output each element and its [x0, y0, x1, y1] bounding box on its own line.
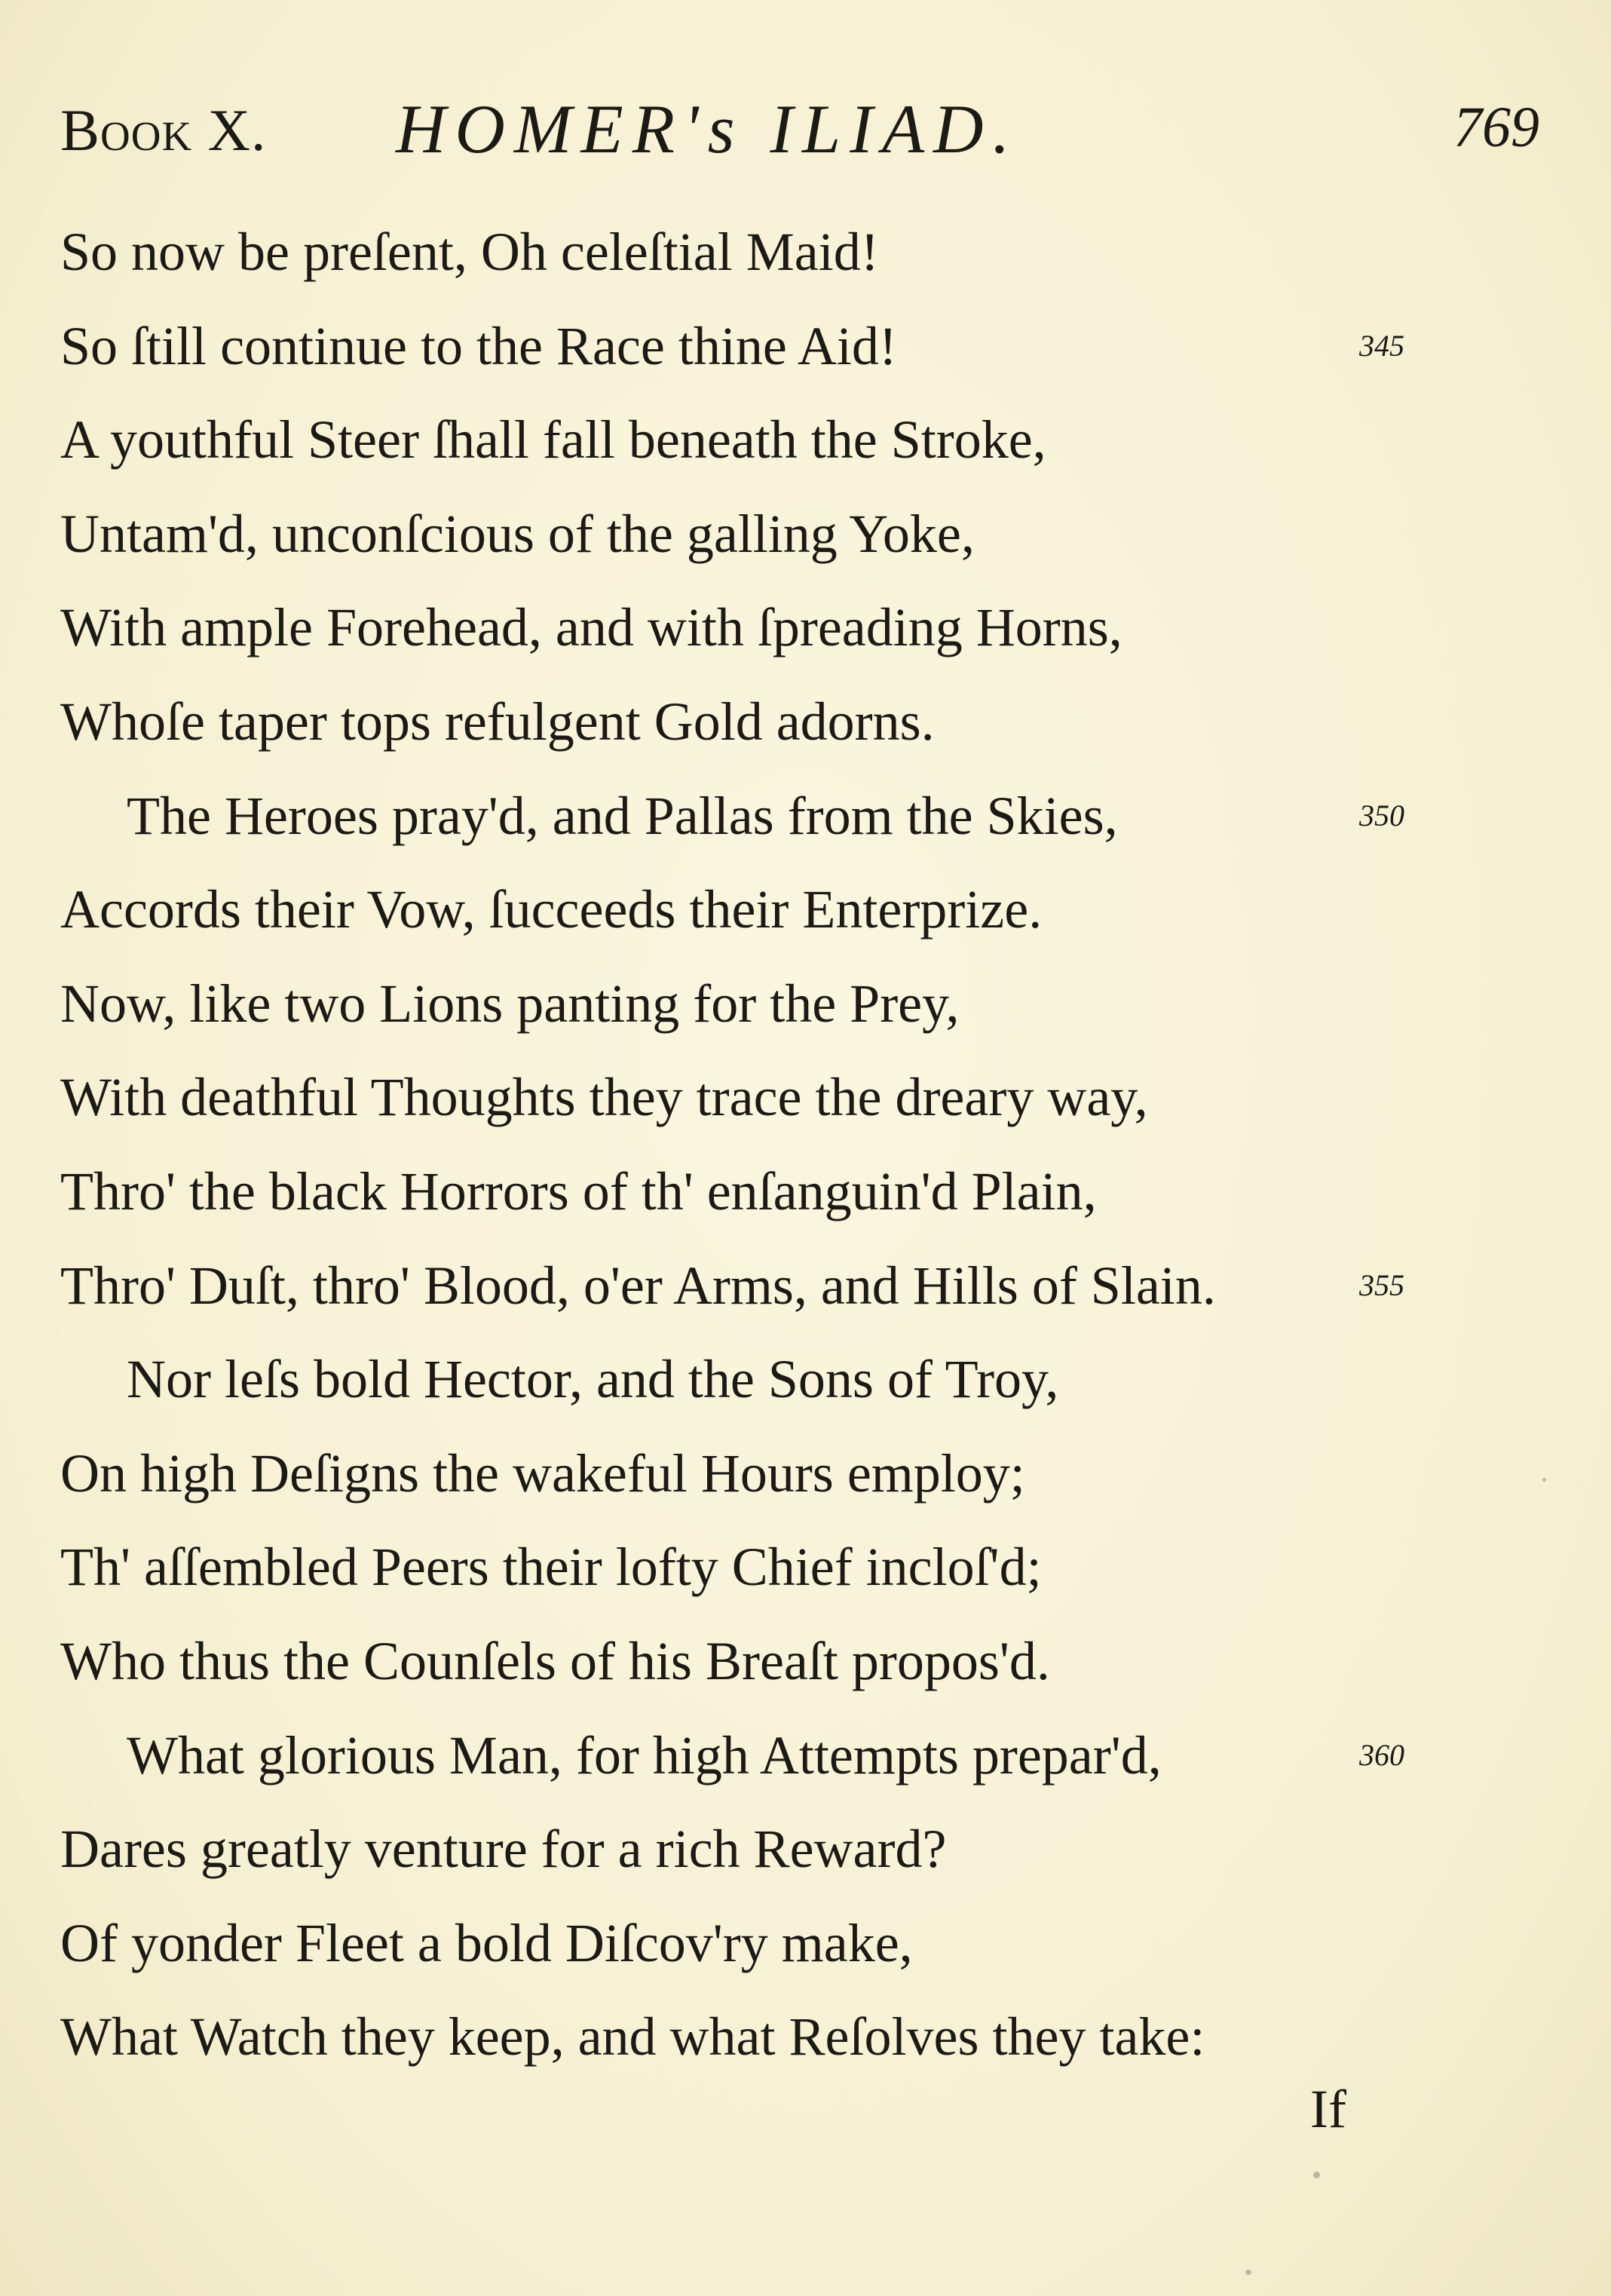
verse-line	[0, 675, 1611, 769]
verse-line-text: Th' aſſembled Peers their lofty Chief incloſ'd;	[60, 1537, 1042, 1598]
verse-line	[0, 1050, 1611, 1145]
book-label: Book X.	[60, 97, 267, 163]
paper-speck	[1313, 2172, 1320, 2178]
verse-line	[0, 1614, 1611, 1709]
verse-line	[0, 487, 1611, 581]
verse-line-text: On high Deſigns the wakeful Hours employ;	[60, 1442, 1025, 1504]
verse-line-text: A youthful Steer ſhall fall beneath the Stroke,	[60, 409, 1046, 471]
running-head	[0, 89, 1611, 179]
verse-line	[0, 205, 1611, 299]
line-number: 345	[1359, 328, 1404, 363]
verse-line-text: Thro' the black Horrors of th' enſanguin'd Plain,	[60, 1160, 1097, 1222]
verse-line	[0, 1709, 1611, 1803]
verse-line	[0, 1896, 1611, 1991]
verse-line-text: So ſtill continue to the Race thine Aid!	[60, 315, 897, 376]
verse-line	[0, 769, 1611, 863]
verse-block	[0, 205, 1611, 2084]
verse-line-text: So now be preſent, Oh celeſtial Maid!	[60, 222, 879, 282]
paper-speck	[1245, 2270, 1251, 2275]
verse-line-text: With ample Forehead, and with ſpreading Horns,	[60, 597, 1122, 658]
verse-line-text: What glorious Man, for high Attempts prepar'd,	[127, 1724, 1162, 1786]
verse-line-text: Untam'd, unconſcious of the galling Yoke,	[60, 503, 975, 564]
verse-line	[0, 1332, 1611, 1427]
verse-line	[0, 1520, 1611, 1614]
paper-speck	[1542, 1478, 1546, 1482]
verse-line	[0, 299, 1611, 394]
verse-line-text: With deathful Thoughts they trace the dreary way,	[60, 1067, 1148, 1128]
verse-line	[0, 1145, 1611, 1239]
line-number: 360	[1359, 1737, 1404, 1772]
verse-line	[0, 1802, 1611, 1896]
verse-line-text: Whoſe taper tops refulgent Gold adorns.	[60, 691, 935, 752]
verse-line	[0, 393, 1611, 487]
page-number: 769	[1453, 96, 1539, 159]
verse-line-text: Who thus the Counſels of his Breaſt propos'd.	[60, 1630, 1050, 1691]
page-title: HOMER's ILIAD.	[396, 90, 1019, 167]
line-number: 350	[1359, 798, 1404, 832]
verse-line-text: Of yonder Fleet a bold Diſcov'ry make,	[60, 1912, 913, 1973]
verse-line	[0, 1427, 1611, 1521]
catchword: If	[1310, 2079, 1346, 2139]
verse-line-text: Thro' Duſt, thro' Blood, o'er Arms, and Hills of Slain.	[60, 1255, 1216, 1316]
verse-line	[0, 863, 1611, 957]
verse-line	[0, 1990, 1611, 2084]
verse-line-text: Now, like two Lions panting for the Prey,	[60, 973, 960, 1034]
verse-line-text: Accords their Vow, ſucceeds their Enterprize.	[60, 879, 1043, 940]
verse-line	[0, 581, 1611, 675]
verse-line-text: The Heroes pray'd, and Pallas from the Skies,	[127, 785, 1118, 846]
verse-line	[0, 1239, 1611, 1333]
verse-line-text: Nor leſs bold Hector, and the Sons of Troy,	[127, 1349, 1059, 1410]
verse-line-text: What Watch they keep, and what Reſolves they take:	[60, 2006, 1205, 2068]
verse-line-text: Dares greatly venture for a rich Reward?	[60, 1819, 947, 1880]
verse-line	[0, 957, 1611, 1051]
line-number: 355	[1359, 1268, 1404, 1302]
